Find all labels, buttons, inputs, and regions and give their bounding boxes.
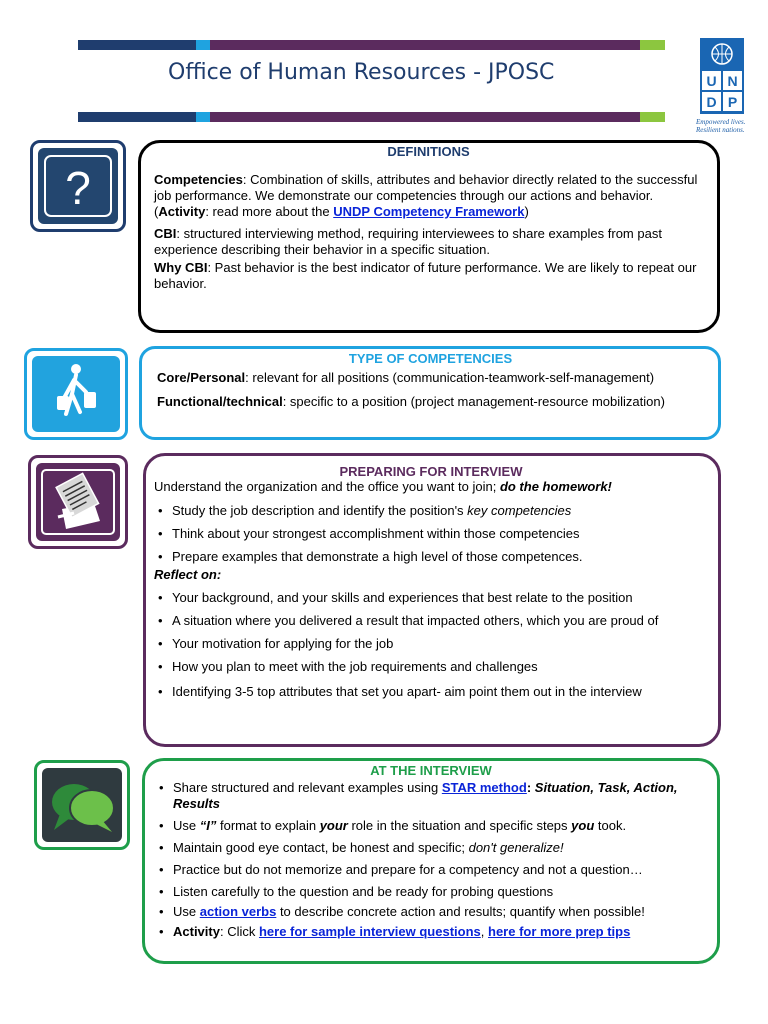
preparing-box [143,453,721,747]
page-title: Office of Human Resources - JPOSC [168,60,555,85]
competencies-definition [154,172,703,220]
interview-box [142,758,720,964]
competencies-term: Competencies [154,172,243,187]
preparing-intro-emphasis: do the homework! [499,479,612,494]
undp-logo [700,38,744,114]
svg-text:?: ? [65,162,91,214]
list-item: • Activity: Click here for sample interview questions, here for more prep tips [155,924,707,940]
close-paren: ) [524,204,529,219]
definitions-heading: DEFINITIONS [387,144,470,159]
logo-letter-n: N [727,73,738,89]
star-method-link[interactable]: STAR method [441,780,527,795]
competency-framework-link[interactable]: UNDP Competency Framework [333,204,525,219]
interview-heading: AT THE INTERVIEW [370,763,492,778]
preparing-intro [154,479,708,495]
cbi-term: CBI [154,226,177,241]
preparing-intro-text: Understand the organization and the office you want to join; [154,479,500,494]
interview-list [155,780,707,940]
undp-tagline: Empowered lives. Resilient nations. [696,118,746,134]
preparing-icon-box [28,455,128,549]
types-icon-box [24,348,128,440]
list-item: • Practice but do not memorize and prepare for a competency and not a question… [155,862,707,878]
list-item: • Use action verbs to describe concrete action and results; quantify when possible! [155,904,707,920]
activity-label: Activity [158,204,206,219]
definitions-box [138,140,720,333]
why-cbi-term: Why CBI [154,260,208,275]
preparing-heading: PREPARING FOR INTERVIEW [339,464,523,479]
definitions-icon-box [30,140,126,232]
logo-letter-u: U [706,73,717,89]
cbi-definition [154,226,703,258]
prep-tips-link[interactable]: here for more prep tips [488,924,631,939]
list-item: • Listen carefully to the question and be ready for probing questions [155,884,707,900]
list-item: • Use “I” format to explain your role in the situation and specific steps you took. [155,818,707,834]
logo-letter-d: D [706,94,717,110]
activity-text: : read more about the [205,204,334,219]
functional-text: : specific to a position (project management-resource mobilization) [282,394,665,409]
action-verbs-link[interactable]: action verbs [199,904,277,919]
list-item: • Identifying 3-5 top attributes that set you apart- aim point them out in the interview [154,684,708,700]
cbi-text: : structured interviewing method, requiring interviewees to share examples from past experience describing their behavior in a specific situation. [154,226,662,257]
logo-letter-p: P [727,94,738,110]
why-cbi-text: : Past behavior is the best indicator of future performance. We are likely to repeat our behavior. [154,260,697,291]
documents-icon [36,463,120,541]
why-cbi-definition [154,260,703,292]
sample-questions-link[interactable]: here for sample interview questions [258,924,481,939]
list-item: • Your background, and your skills and experiences that best relate to the position [154,590,708,606]
list-item: • Prepare examples that demonstrate a high level of those competences. [154,549,708,565]
list-item: • How you plan to meet with the job requirements and challenges [154,659,708,675]
list-item: • Your motivation for applying for the job [154,636,708,652]
types-heading: TYPE OF COMPETENCIES [348,351,513,366]
interview-icon-box [34,760,130,850]
core-term: Core/Personal [157,370,246,385]
types-box [139,346,721,440]
person-walking-icon [32,356,120,432]
list-item: • Maintain good eye contact, be honest and specific; don't generalize! [155,840,707,856]
functional-line [157,394,704,410]
list-item: • A situation where you delivered a result that impacted others, which you are proud of [154,613,708,629]
competencies-text: : Combination of skills, attributes and behavior directly related to the successful job performance. We demonstrate our competencies through our actions and behavior. ( [154,172,698,219]
core-text: : relevant for all positions (communication-teamwork-self-management) [245,370,655,385]
core-personal-line [157,370,704,386]
reflect-on-label: Reflect on: [154,567,222,582]
question-mark-icon [38,148,118,224]
list-item: • Think about your strongest accomplishment within those competencies [154,526,708,542]
list-item: • Study the job description and identify the position's key competencies [154,503,708,519]
functional-term: Functional/technical [157,394,283,409]
list-item: • Share structured and relevant examples using STAR method: Situation, Task, Action, Results [155,780,707,812]
reflect-list [154,590,708,700]
preparing-list [154,503,708,565]
speech-bubbles-icon [42,768,122,842]
